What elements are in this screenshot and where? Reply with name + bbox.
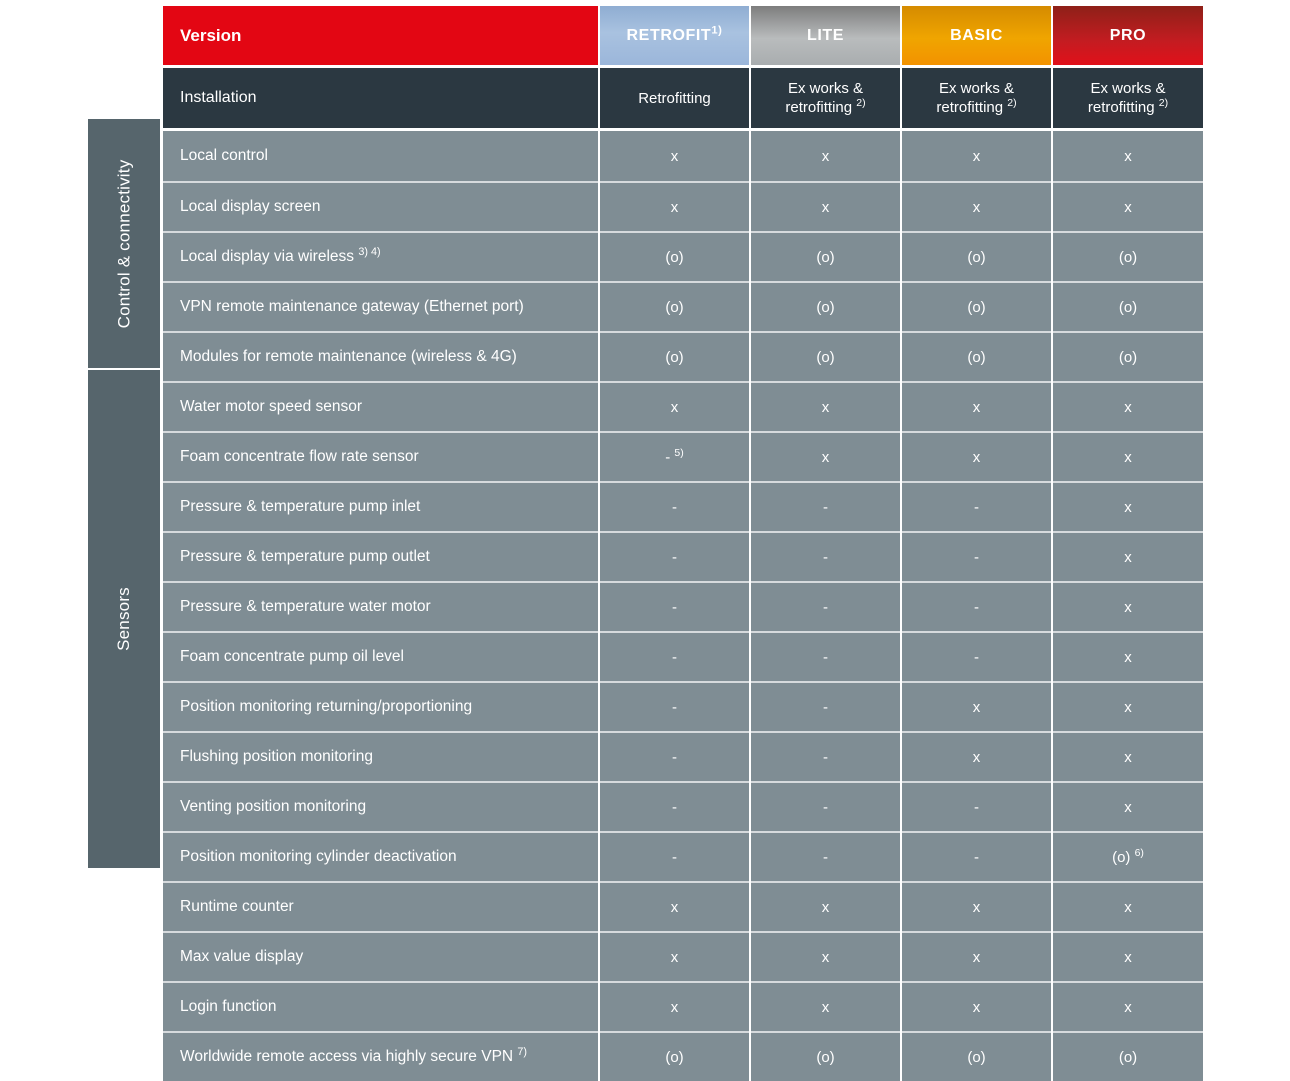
cell-pro [1053,981,1203,1031]
cell-value: x [670,898,679,916]
cell-retrofit [600,581,749,631]
cell-value: (o) [665,298,684,316]
footnote-marker: 2) [1007,97,1017,109]
table-row [163,131,1197,181]
cell-basic [902,331,1051,381]
installation-label-cell [163,68,598,128]
cell-pro [1053,481,1203,531]
cell-pro [1053,231,1203,281]
cell-basic [902,681,1051,731]
cell-lite [751,881,900,931]
cell-value: - [974,798,979,816]
cell-value: x [821,398,830,416]
table-row [163,181,1197,231]
cell-retrofit [600,131,749,181]
cell-retrofit [600,281,749,331]
table-row [163,781,1197,831]
cell-lite [751,531,900,581]
cell-basic [902,531,1051,581]
cell-value: - [672,498,677,516]
row-label-cell [163,581,598,631]
cell-value: Ex works & retrofitting $^{2)}$ [936,80,1017,116]
cell-lite [751,581,900,631]
header-cell-basic[interactable] [902,6,1051,65]
row-label-cell [163,981,598,1031]
cell-pro [1053,281,1203,331]
table-row [163,831,1197,881]
cell-value: x [1124,798,1132,816]
cell-value: x [1124,548,1132,566]
cell-value: - [974,548,979,566]
row-label-cell [163,381,598,431]
cell-value: (o) [967,1048,986,1066]
cell-value: x [1124,748,1132,766]
section-rail-label: Control & connectivity [114,159,133,328]
cell-basic [902,231,1051,281]
cell-value: x [1124,198,1132,216]
cell-value: x [972,998,981,1016]
cell-retrofit [600,481,749,531]
cell-value: x [972,448,981,466]
table-row [163,281,1197,331]
table-row [163,681,1197,731]
section-rail-label: Sensors [113,587,133,651]
table-row [163,381,1197,431]
cell-pro [1053,1031,1203,1081]
cell-basic [902,381,1051,431]
table-header-row [163,6,1197,65]
version-comparison-table [163,6,1197,1081]
cell-value: x [1124,648,1132,666]
cell-value: x [821,198,830,216]
cell-value: - [974,648,979,666]
header-version-label: Version [180,25,242,45]
cell-value: - [823,598,828,616]
cell-basic [902,781,1051,831]
cell-retrofit [600,731,749,781]
table-row [163,581,1197,631]
row-label: Water motor speed sensor [180,398,363,415]
row-label: Local display screen [180,198,321,215]
row-label: Local display via wireless $^{3) 4)}$ [180,245,381,265]
cell-value: x [1124,398,1132,416]
cell-basic [902,731,1051,781]
cell-retrofit [600,331,749,381]
footnote-marker: 6) [1134,846,1144,859]
row-label-cell [163,681,598,731]
header-cell-pro[interactable] [1053,6,1203,65]
cell-value: Ex works & retrofitting $^{2)}$ [1087,80,1169,116]
row-label: Runtime counter [180,898,294,915]
cell-value: x [670,398,679,416]
cell-pro [1053,831,1203,881]
cell-value: - [823,848,828,866]
row-label-cell [163,931,598,981]
row-label-cell [163,231,598,281]
cell-value: (o) [1118,298,1138,316]
cell-value: x [972,398,981,416]
cell-value: Retrofitting [638,89,711,107]
cell-value: x [670,948,679,966]
cell-value: x [972,748,981,766]
header-retrofit-label: RETROFIT$^{1)}$ [626,24,723,44]
cell-value: (o) [665,248,684,266]
table-row [163,881,1197,931]
cell-lite [751,781,900,831]
cell-value: - [823,798,828,816]
table-row [163,231,1197,281]
cell-basic [902,1031,1051,1081]
cell-retrofit [600,181,749,231]
cell-lite [751,481,900,531]
cell-retrofit [600,381,749,431]
cell-value: x [972,198,981,216]
cell-retrofit [600,231,749,281]
row-label-cell [163,1031,598,1081]
cell-pro [1053,681,1203,731]
cell-value: Ex works & retrofitting $^{2)}$ [785,80,866,116]
installation-cell-pro [1053,68,1203,128]
cell-basic [902,131,1051,181]
cell-value: x [821,998,830,1016]
cell-value: (o) [967,348,986,366]
row-label: Login function [180,998,277,1015]
row-label: VPN remote maintenance gateway (Ethernet port) [180,298,524,315]
cell-basic [902,931,1051,981]
row-label-cell [163,531,598,581]
table-row [163,1031,1197,1081]
cell-value: (o) $^{6)}$ [1112,846,1144,866]
cell-value: x [972,147,981,165]
cell-retrofit [600,631,749,681]
cell-value: (o) [1118,248,1138,266]
cell-value: (o) [1118,1048,1138,1066]
row-label: Pressure & temperature pump inlet [180,498,421,515]
row-label: Pressure & temperature pump outlet [180,548,430,565]
row-label: Flushing position monitoring [180,748,373,765]
cell-value: (o) [816,248,835,266]
header-cell-version [163,6,598,65]
cell-value: - [672,548,677,566]
row-label: Position monitoring cylinder deactivation [180,848,457,865]
cell-value: x [1124,448,1132,466]
footnote-marker: 1) [711,24,723,37]
table-row [163,981,1197,1031]
cell-retrofit [600,881,749,931]
cell-lite [751,631,900,681]
cell-value: x [972,698,981,716]
cell-value: - [823,648,828,666]
row-label-cell [163,781,598,831]
row-label-cell [163,631,598,681]
cell-value: - $^{5)}$ [665,446,684,466]
cell-value: (o) [816,298,835,316]
cell-value: x [1124,598,1132,616]
cell-value: x [821,448,830,466]
cell-value: x [1124,498,1132,516]
cell-value: x [670,147,679,165]
cell-value: x [670,998,679,1016]
cell-value: - [672,698,677,716]
cell-value: x [821,147,830,165]
header-cell-retrofit[interactable] [600,6,749,65]
cell-basic [902,581,1051,631]
footnote-marker: 7) [517,1045,528,1058]
cell-lite [751,981,900,1031]
installation-row [163,68,1197,128]
cell-value: - [974,848,979,866]
cell-value: - [823,548,828,566]
cell-pro [1053,381,1203,431]
cell-pro [1053,581,1203,631]
cell-value: - [672,748,677,766]
row-label: Pressure & temperature water motor [180,598,431,615]
cell-lite [751,431,900,481]
row-label-cell [163,881,598,931]
footnote-marker: 2) [856,97,866,109]
cell-value: x [1124,948,1132,966]
cell-retrofit [600,681,749,731]
row-label-cell [163,131,598,181]
cell-value: x [821,898,830,916]
cell-basic [902,181,1051,231]
row-label-cell [163,281,598,331]
row-label-cell [163,431,598,481]
cell-retrofit [600,831,749,881]
cell-pro [1053,431,1203,481]
row-label: Foam concentrate pump oil level [180,648,405,665]
cell-value: (o) [967,248,986,266]
cell-pro [1053,881,1203,931]
cell-retrofit [600,431,749,481]
cell-pro [1053,181,1203,231]
cell-retrofit [600,781,749,831]
footnote-marker: 3) 4) [358,245,381,258]
cell-retrofit [600,981,749,1031]
cell-value: x [1124,998,1132,1016]
cell-value: x [1124,898,1132,916]
cell-basic [902,281,1051,331]
cell-value: x [1124,698,1132,716]
row-label-cell [163,181,598,231]
cell-value: (o) [665,1048,684,1066]
installation-cell-retrofit [600,68,749,128]
cell-value: (o) [816,1048,835,1066]
cell-value: (o) [665,348,684,366]
row-label: Local control [180,147,268,164]
installation-label: Installation [180,89,257,106]
installation-cell-lite [751,68,900,128]
cell-basic [902,981,1051,1031]
cell-value: - [823,748,828,766]
cell-pro [1053,531,1203,581]
cell-value: - [823,698,828,716]
cell-value: x [972,948,981,966]
cell-value: x [972,898,981,916]
cell-lite [751,331,900,381]
cell-lite [751,681,900,731]
row-label: Foam concentrate flow rate sensor [180,448,419,465]
cell-value: (o) [1118,348,1138,366]
cell-lite [751,831,900,881]
table-row [163,531,1197,581]
table-row [163,481,1197,531]
cell-lite [751,231,900,281]
cell-value: - [672,648,677,666]
cell-retrofit [600,531,749,581]
header-pro-label: PRO [1109,26,1147,44]
row-label: Position monitoring returning/proportioning [180,698,473,715]
cell-pro [1053,131,1203,181]
cell-value: - [672,598,677,616]
cell-pro [1053,331,1203,381]
row-label: Venting position monitoring [180,798,367,815]
row-label: Modules for remote maintenance (wireless & 4G) [180,348,517,365]
cell-basic [902,481,1051,531]
cell-basic [902,631,1051,681]
cell-lite [751,281,900,331]
footnote-marker: 2) [1158,97,1169,109]
cell-pro [1053,931,1203,981]
cell-pro [1053,781,1203,831]
cell-lite [751,1031,900,1081]
cell-lite [751,931,900,981]
row-label-cell [163,331,598,381]
cell-value: - [974,598,979,616]
header-cell-lite[interactable] [751,6,900,65]
installation-cell-basic [902,68,1051,128]
section-rail-control-connectivity [88,119,160,368]
cell-lite [751,181,900,231]
table-row [163,331,1197,381]
header-basic-label: BASIC [950,26,1003,44]
table-row [163,931,1197,981]
row-label-cell [163,481,598,531]
table-row [163,431,1197,481]
section-rail-sensors [88,370,160,868]
cell-basic [902,831,1051,881]
row-label-cell [163,731,598,781]
row-label-cell [163,831,598,881]
cell-value: (o) [967,298,986,316]
cell-pro [1053,731,1203,781]
cell-retrofit [600,931,749,981]
cell-lite [751,381,900,431]
cell-basic [902,431,1051,481]
cell-pro [1053,631,1203,681]
cell-value: - [672,798,677,816]
table-row [163,631,1197,681]
cell-value: (o) [816,348,835,366]
table-row [163,731,1197,781]
cell-value: - [974,498,979,516]
cell-basic [902,881,1051,931]
row-label: Max value display [180,948,304,965]
footnote-marker: 5) [674,446,684,459]
cell-lite [751,731,900,781]
cell-lite [751,131,900,181]
cell-value: x [1124,147,1132,165]
header-lite-label: LITE [806,26,845,44]
cell-value: - [672,848,677,866]
row-label: Worldwide remote access via highly secure VPN $^{7)}$ [180,1045,528,1065]
cell-retrofit [600,1031,749,1081]
cell-value: - [823,498,828,516]
cell-value: x [821,948,830,966]
cell-value: x [670,198,679,216]
